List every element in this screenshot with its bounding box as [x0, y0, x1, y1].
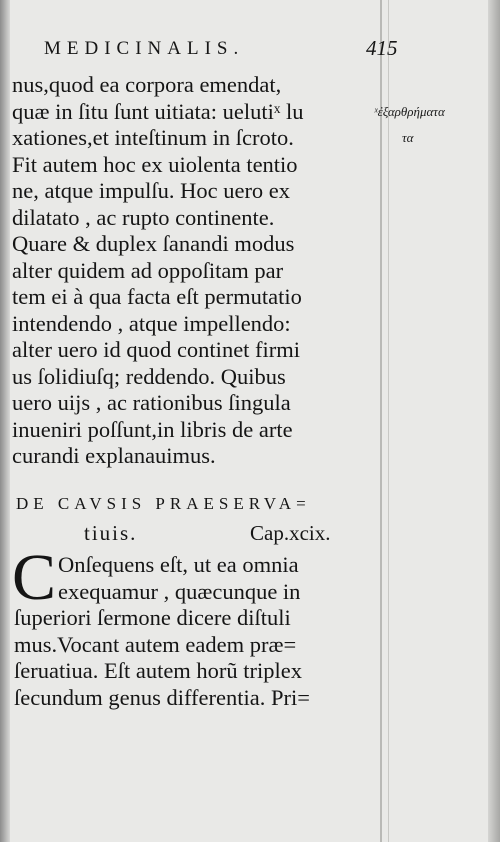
text-line: us ſolidiuſq; reddendo. Quibus: [12, 363, 286, 389]
text-line: quæ in ſitu ſunt uitiata: uelutiˣ lu: [12, 98, 304, 124]
text-line: xationes,et inteſtinum in ſcroto.: [12, 125, 294, 150]
text-line: curandi explanauimus.: [12, 443, 216, 468]
section-heading: DE CAVSIS PRAESERVA=: [16, 494, 311, 513]
page-edge-shadow: [488, 0, 500, 842]
text-line: tem ei à qua facta eſt permutatio: [12, 284, 302, 309]
text-line: Onſequens eſt, ut ea omnia: [58, 552, 299, 577]
running-head: MEDICINALIS.: [44, 38, 245, 59]
body-paragraph-2: [14, 552, 386, 711]
text-line: ſecundum genus differentia. Pri=: [14, 684, 310, 710]
text-line: Quare & duplex ſanandi modus: [12, 231, 295, 256]
page-gutter-shadow: [0, 0, 10, 842]
drop-capital: C: [12, 541, 57, 614]
section-heading-continuation: tiuis.: [84, 521, 138, 545]
text-line: nus,quod ea corpora emendat,: [12, 72, 282, 97]
text-line: inueniri poſſunt,in libris de arte: [12, 416, 293, 442]
marginal-note: ˣἐξαρθρήματα: [374, 104, 445, 119]
marginal-note-continuation: τα: [402, 130, 414, 145]
text-line: ne, atque impulſu. Hoc uero ex: [12, 178, 291, 203]
chapter-number: Cap.xcix.: [250, 521, 331, 545]
text-line: ſuperiori ſermone dicere diſtuli: [14, 605, 291, 630]
text-line: exequamur , quæcunque in: [58, 578, 301, 604]
text-line: dilatato , ac rupto continente.: [12, 204, 275, 230]
text-line: alter quidem ad oppoſitam par: [12, 257, 284, 283]
text-line: ſeruatiua. Eſt autem horũ triplex: [14, 658, 303, 683]
text-line: intendendo , atque impellendo:: [12, 310, 291, 336]
text-line: alter uero id quod continet firmi: [12, 337, 301, 362]
body-paragraph-1: [12, 72, 384, 470]
text-line: mus.Vocant autem eadem præ=: [14, 631, 297, 657]
text-line: uero uijs , ac rationibus ſingula: [12, 390, 291, 415]
margin-rule-secondary: [388, 0, 389, 842]
page-number: 415: [366, 36, 398, 60]
text-line: Fit autem hoc ex uiolenta tentio: [12, 151, 298, 177]
